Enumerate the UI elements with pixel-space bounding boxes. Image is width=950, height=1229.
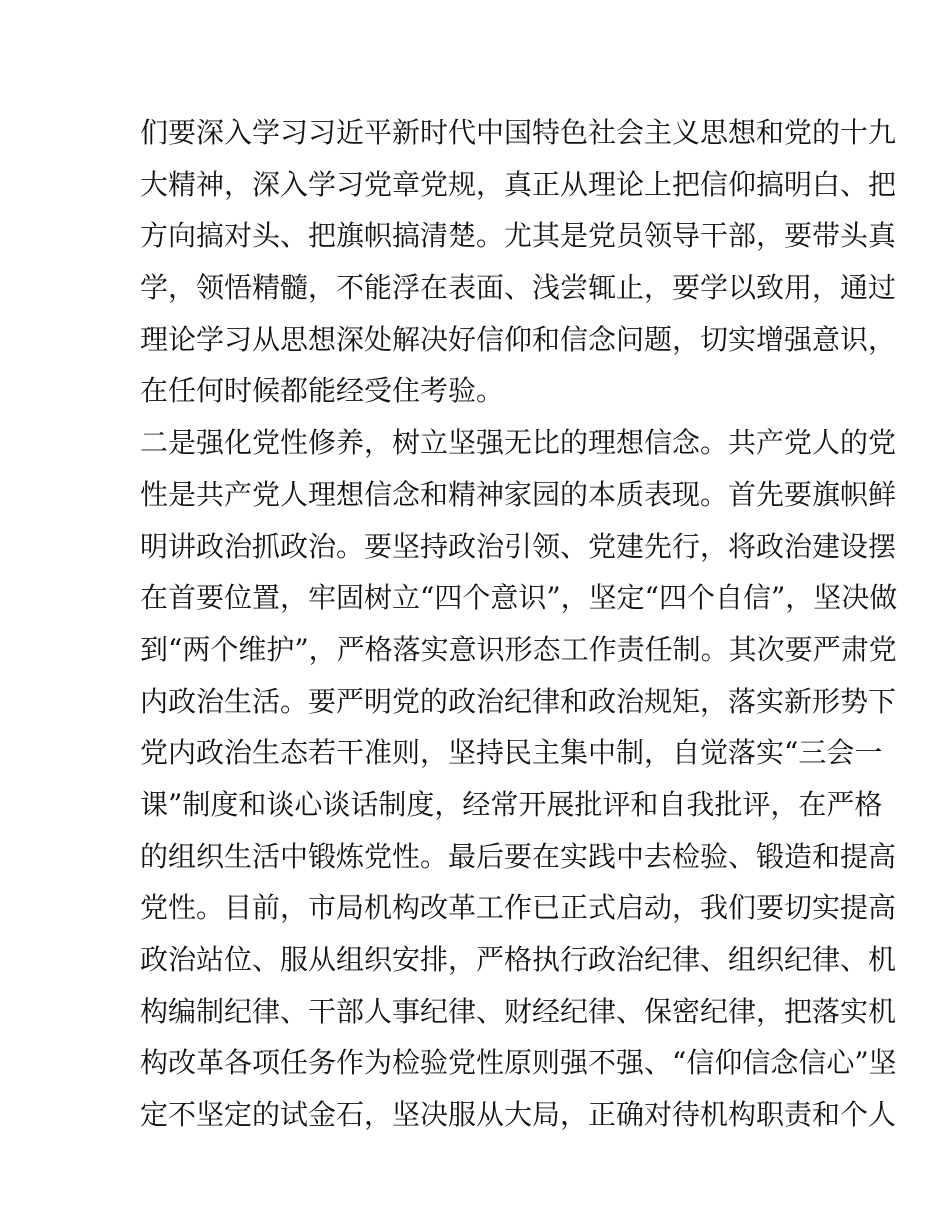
text-line: 二是强化党性修养，树立坚强无比的理想信念。共产党人的党 — [140, 426, 897, 460]
text-line: 党内政治生态若干准则，坚持民主集中制，自觉落实“三会一 — [140, 736, 883, 770]
text-line: 政治站位、服从组织安排，严格执行政治纪律、组织纪律、机 — [140, 943, 897, 976]
text-line: 的组织生活中锻炼党性。最后要在实践中去检验、锻造和提高 — [140, 839, 897, 873]
body-text — [140, 107, 898, 1141]
text-line: 构改革各项任务作为检验党性原则强不强、“信仰信念信心”坚 — [140, 1046, 897, 1080]
text-line: 学，领悟精髓，不能浮在表面、浅尝辄止，要学以致用，通过 — [140, 271, 897, 305]
text-line: 方向搞对头、把旗帜搞清楚。尤其是党员领导干部，要带头真 — [140, 219, 897, 253]
text-line: 定不坚定的试金石，坚决服从大局，正确对待机构职责和个人 — [140, 1098, 897, 1132]
text-line: 明讲政治抓政治。要坚持政治引领、党建先行，将政治建设摆 — [140, 529, 897, 563]
text-line: 党性。目前，市局机构改革工作已正式启动，我们要切实提高 — [140, 891, 897, 925]
text-line: 大精神，深入学习党章党规，真正从理论上把信仰搞明白、把 — [140, 167, 897, 201]
text-line: 到“两个维护”，严格落实意识形态工作责任制。其次要严肃党 — [140, 632, 897, 666]
text-line: 构编制纪律、干部人事纪律、财经纪律、保密纪律，把落实机 — [140, 994, 897, 1028]
text-line: 内政治生活。要严明党的政治纪律和政治规矩，落实新形势下 — [140, 684, 897, 718]
text-line: 们要深入学习习近平新时代中国特色社会主义思想和党的十九 — [140, 116, 897, 149]
text-line: 性是共产党人理想信念和精神家园的本质表现。首先要旗帜鲜 — [140, 477, 897, 511]
text-line: 理论学习从思想深处解决好信仰和信念问题，切实增强意识， — [140, 322, 897, 356]
text-line: 在任何时候都能经受住考验。 — [140, 374, 505, 408]
text-line: 在首要位置，牢固树立“四个意识”，坚定“四个自信”，坚决做 — [140, 581, 898, 615]
text-line: 课”制度和谈心谈话制度，经常开展批评和自我批评，在严格 — [140, 787, 883, 821]
